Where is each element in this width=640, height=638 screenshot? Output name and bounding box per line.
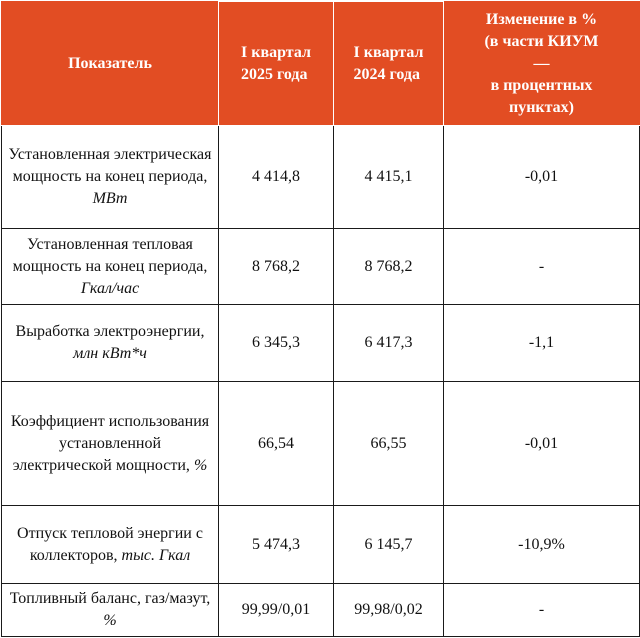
row-indicator-name: Коэффициент использования установленной электрической мощности, [10, 412, 210, 474]
row-change-value: - [444, 584, 640, 637]
row-indicator [2, 126, 219, 229]
header-indicator-label: Показатель [68, 54, 152, 72]
row-indicator-name: Топливный баланс, газ/мазут, [9, 590, 211, 607]
row-indicator-name: Выработка электроэнергии, [15, 323, 205, 340]
row-indicator-unit: Гкал/час [80, 279, 140, 297]
row-q1-2024-value: 4 415,1 [334, 126, 444, 229]
row-q1-2024-value: 99,98/0,02 [334, 584, 444, 637]
row-q1-2025-value: 5 474,3 [219, 506, 334, 584]
header-change-line5: пунктах) [508, 98, 575, 116]
table-row [2, 126, 640, 229]
row-q1-2025-value: 4 414,8 [219, 126, 334, 229]
row-indicator [2, 305, 219, 382]
header-indicator [2, 2, 219, 126]
row-indicator-unit: МВт [92, 190, 128, 207]
header-q1-2025 [219, 2, 334, 126]
row-q1-2024-value: 6 417,3 [334, 305, 444, 382]
row-indicator [2, 506, 219, 584]
header-q1-2025-line2: 2025 года [241, 65, 308, 83]
row-q1-2024-value: 6 145,7 [334, 506, 444, 584]
table-row [2, 229, 640, 305]
header-change-line3: — [533, 54, 550, 72]
header-row [2, 2, 640, 126]
row-indicator [2, 382, 219, 506]
row-change-value: -0,01 [444, 382, 640, 506]
header-change [444, 2, 640, 126]
row-indicator-unit: млн кВт*ч [73, 345, 147, 362]
row-change-value: -0,01 [444, 126, 640, 229]
row-indicator-unit: тыс. Гкал [121, 546, 191, 564]
row-indicator-name: Отпуск тепловой энергии с коллекторов, [17, 524, 203, 564]
row-indicator-name: Установленная тепловая мощность на конец периода, [12, 235, 208, 275]
row-q1-2024-value: 8 768,2 [334, 229, 444, 305]
table-row [2, 305, 640, 382]
row-indicator-unit: % [193, 456, 208, 474]
row-change-value: -10,9% [444, 506, 640, 584]
row-change-value: -1,1 [444, 305, 640, 382]
header-q1-2025-line1: I квартал [241, 43, 311, 61]
row-indicator-name: Установленная электрическая мощность на конец периода, [8, 146, 212, 185]
row-q1-2025-value: 8 768,2 [219, 229, 334, 305]
header-change-line1: Изменение в % [485, 10, 598, 28]
row-q1-2024-value: 66,55 [334, 382, 444, 506]
header-q1-2024-line1: I квартал [353, 43, 424, 61]
row-q1-2025-value: 99,99/0,01 [219, 584, 334, 637]
header-q1-2024-line2: 2024 года [353, 65, 421, 83]
indicators-table [1, 1, 640, 637]
table-row [2, 584, 640, 637]
row-q1-2025-value: 6 345,3 [219, 305, 334, 382]
table-row [2, 506, 640, 584]
row-q1-2025-value: 66,54 [219, 382, 334, 506]
row-indicator [2, 584, 219, 637]
row-indicator [2, 229, 219, 305]
table-row [2, 382, 640, 506]
row-indicator-unit: % [103, 612, 117, 629]
row-change-value: - [444, 229, 640, 305]
header-change-line4: в процентных [490, 76, 593, 94]
header-change-line2: (в части КИУМ [484, 32, 599, 50]
header-q1-2024 [334, 2, 444, 126]
